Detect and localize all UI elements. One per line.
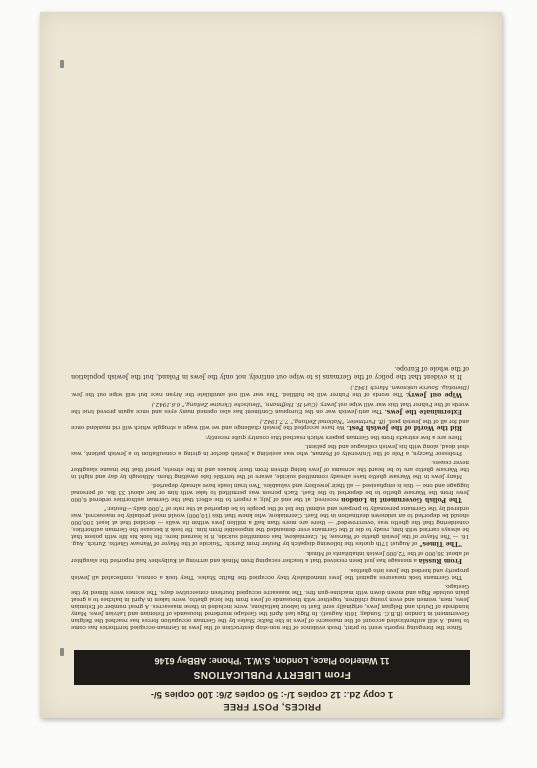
paragraph-source: (R. Furtmeier, "National Zeitung," 7.7.1942.): [260, 417, 386, 424]
paragraph-text: Here are a few extracts from the German papers which reached this country quite recently:: [205, 434, 462, 441]
paragraph-lead: Wipe out Jewry.: [405, 390, 462, 398]
booklet-back-page: [40, 12, 502, 718]
conclusion-paragraph: It is evident that the policy of the Germans is to wipe out entirely, not only the Jews in Poland, but the Jewish population of the whole of Europe.: [71, 365, 469, 380]
paragraph-text: The anti-Jewish war on the European Continent has also opened many eyes and once again proved true the words of the Fuhrer that this war will wipe out Jewry.: [70, 400, 469, 414]
article-paragraph: [71, 481, 469, 502]
article-paragraph: [71, 383, 469, 397]
article-paragraph: [71, 566, 469, 580]
article-body: [71, 363, 469, 630]
publisher-box: [74, 650, 470, 685]
article-paragraph: [71, 582, 469, 630]
paragraph-text: Many Jews in the Warsaw ghetto have already committed suicide, aware of the terrible fate awaiting them. Although by day and night in the Warsaw ghetto are to be heard the screams of Jews being driven from their houses and in the streets, proof that the insane slaughter never ceases.: [71, 459, 469, 479]
article-paragraph: [71, 549, 469, 563]
article-paragraph: [71, 400, 469, 414]
article-paragraph: [71, 442, 469, 456]
article-paragraph: [71, 505, 469, 546]
copy-prices: 1 copy 2d.: 12 copies 1/-: 50 copies 2/6: 100 copies 5/-: [150, 689, 394, 700]
publisher-address: 11 Waterloo Place, London, S.W.1. 'Phone: ABBey 6146: [154, 656, 390, 666]
publisher-name: From LIBERTY PUBLICATIONS: [193, 669, 351, 680]
paragraph-text: We have accepted the Jewish challenge and we will wage a struggle which will rid mankind once and for all of the Jewish pest.: [71, 417, 469, 431]
paragraph-text: The Germans took measures against the Jews immediately they occupied the Baltic States. They took a census, confiscated all Jewish property and herded the Jews into ghettos.: [71, 566, 469, 580]
article-paragraph: [71, 458, 469, 479]
article-sections: [71, 383, 469, 630]
paragraph-lead: Rid the World of the Jewish Pest.: [346, 424, 462, 432]
paragraph-lead: "The Times": [419, 540, 462, 548]
paragraph-text: a message has just been received that a teacher escaping from Minsk and arriving at Kuibyshev had reported the slaughter of about 36,000 of the 72,000 Jewish inhabitants of Minsk.: [70, 549, 469, 563]
article-paragraph: [71, 417, 469, 431]
paragraph-text: Professor Raczyn, a Pole of the University of Poznan, who was assisting a Jewish doctor in giving a consultation to a Jewish patient, was shot dead, along with his Jewish colleague and the patient.: [71, 443, 469, 457]
paragraph-lead: Exterminate the Jews.: [384, 407, 462, 415]
paragraph-text: of August 17th quotes the following dispatch by Reuter from Zurich: "Suicide of the Mayor of Warsaw Ghetto. Zurich, Aug. 16. — The Mayor of the Jewish ghetto of Warsaw, M. Czerniakow, has committed suicide, it is learned here. He took his life with poison that he always carried with him, ready to die if the Germans ever demanded the impossible from him. He took it because the German authorities, considering that the ghetto was 'overcrowded' — there are more than half a million Jews within its walls — decided that at least 100,000 should be deported to an unknown destination in the East. Czerniakow, who knew that this (10,000) would most probably be massacred, was ordered by the Germans personally to prepare and submit the list of the people to be deported at the rate of 7,000 daily.—Reuter.": [71, 505, 469, 547]
paragraph-lead: The Polish Government in London: [341, 495, 462, 503]
prices-heading: PRICES, POST FREE: [222, 702, 322, 712]
paragraph-lead: From Russia: [418, 556, 462, 564]
paragraph-source: (Carl H. Hoffmann, "Deutsche Ukraine Zeitung," 6.6.1942.): [151, 400, 318, 407]
upside-down-print: [40, 12, 502, 718]
paragraph-text: Since the foregoing reports went to print, fresh evidence of the non-stop destruction of the Jews in German-occupied territories has come to hand. A still authenticated account of the massacre of Jews in the Baltic States by the German occupation forces has reached the Belgian Government in London (B.B.C. Sunday, 16th August). In Riga last April the Gestapo murdered thousands of Estonian and Latvian Jews. Many hundreds of Dutch and Belgian Jews, originally sent East to labour battalions, were included in these massacres. A great number of Estonian Jews, men, women and even young children, together with thousands of Jews from the local ghetto, were taken in April in batches to a great plain outside Riga and mown down with machine-gun fire. The massacre occupied fourteen consecutive days. The scenes were filmed by the Gestapo.: [71, 582, 469, 630]
paragraph-source: (Dienstag. Source unknown. March 1942.): [350, 383, 469, 390]
article-paragraph: [71, 433, 469, 440]
paragraph-text: received, at the end of July, a report to the effect that the German authorities ordered 6,000 Jews from the Warsaw ghetto to be deported to the East. Each person was permitted to take with him or her about 33 lbs. of personal luggage and one — this is emphasised — all their jewellery and valuables. Two train loads have already departed.: [71, 481, 469, 502]
paragraph-text: The words of the Fuhrer will be fulfilled. This war will not annihilate the Aryan race but will wipe out the Jew.: [70, 390, 403, 397]
